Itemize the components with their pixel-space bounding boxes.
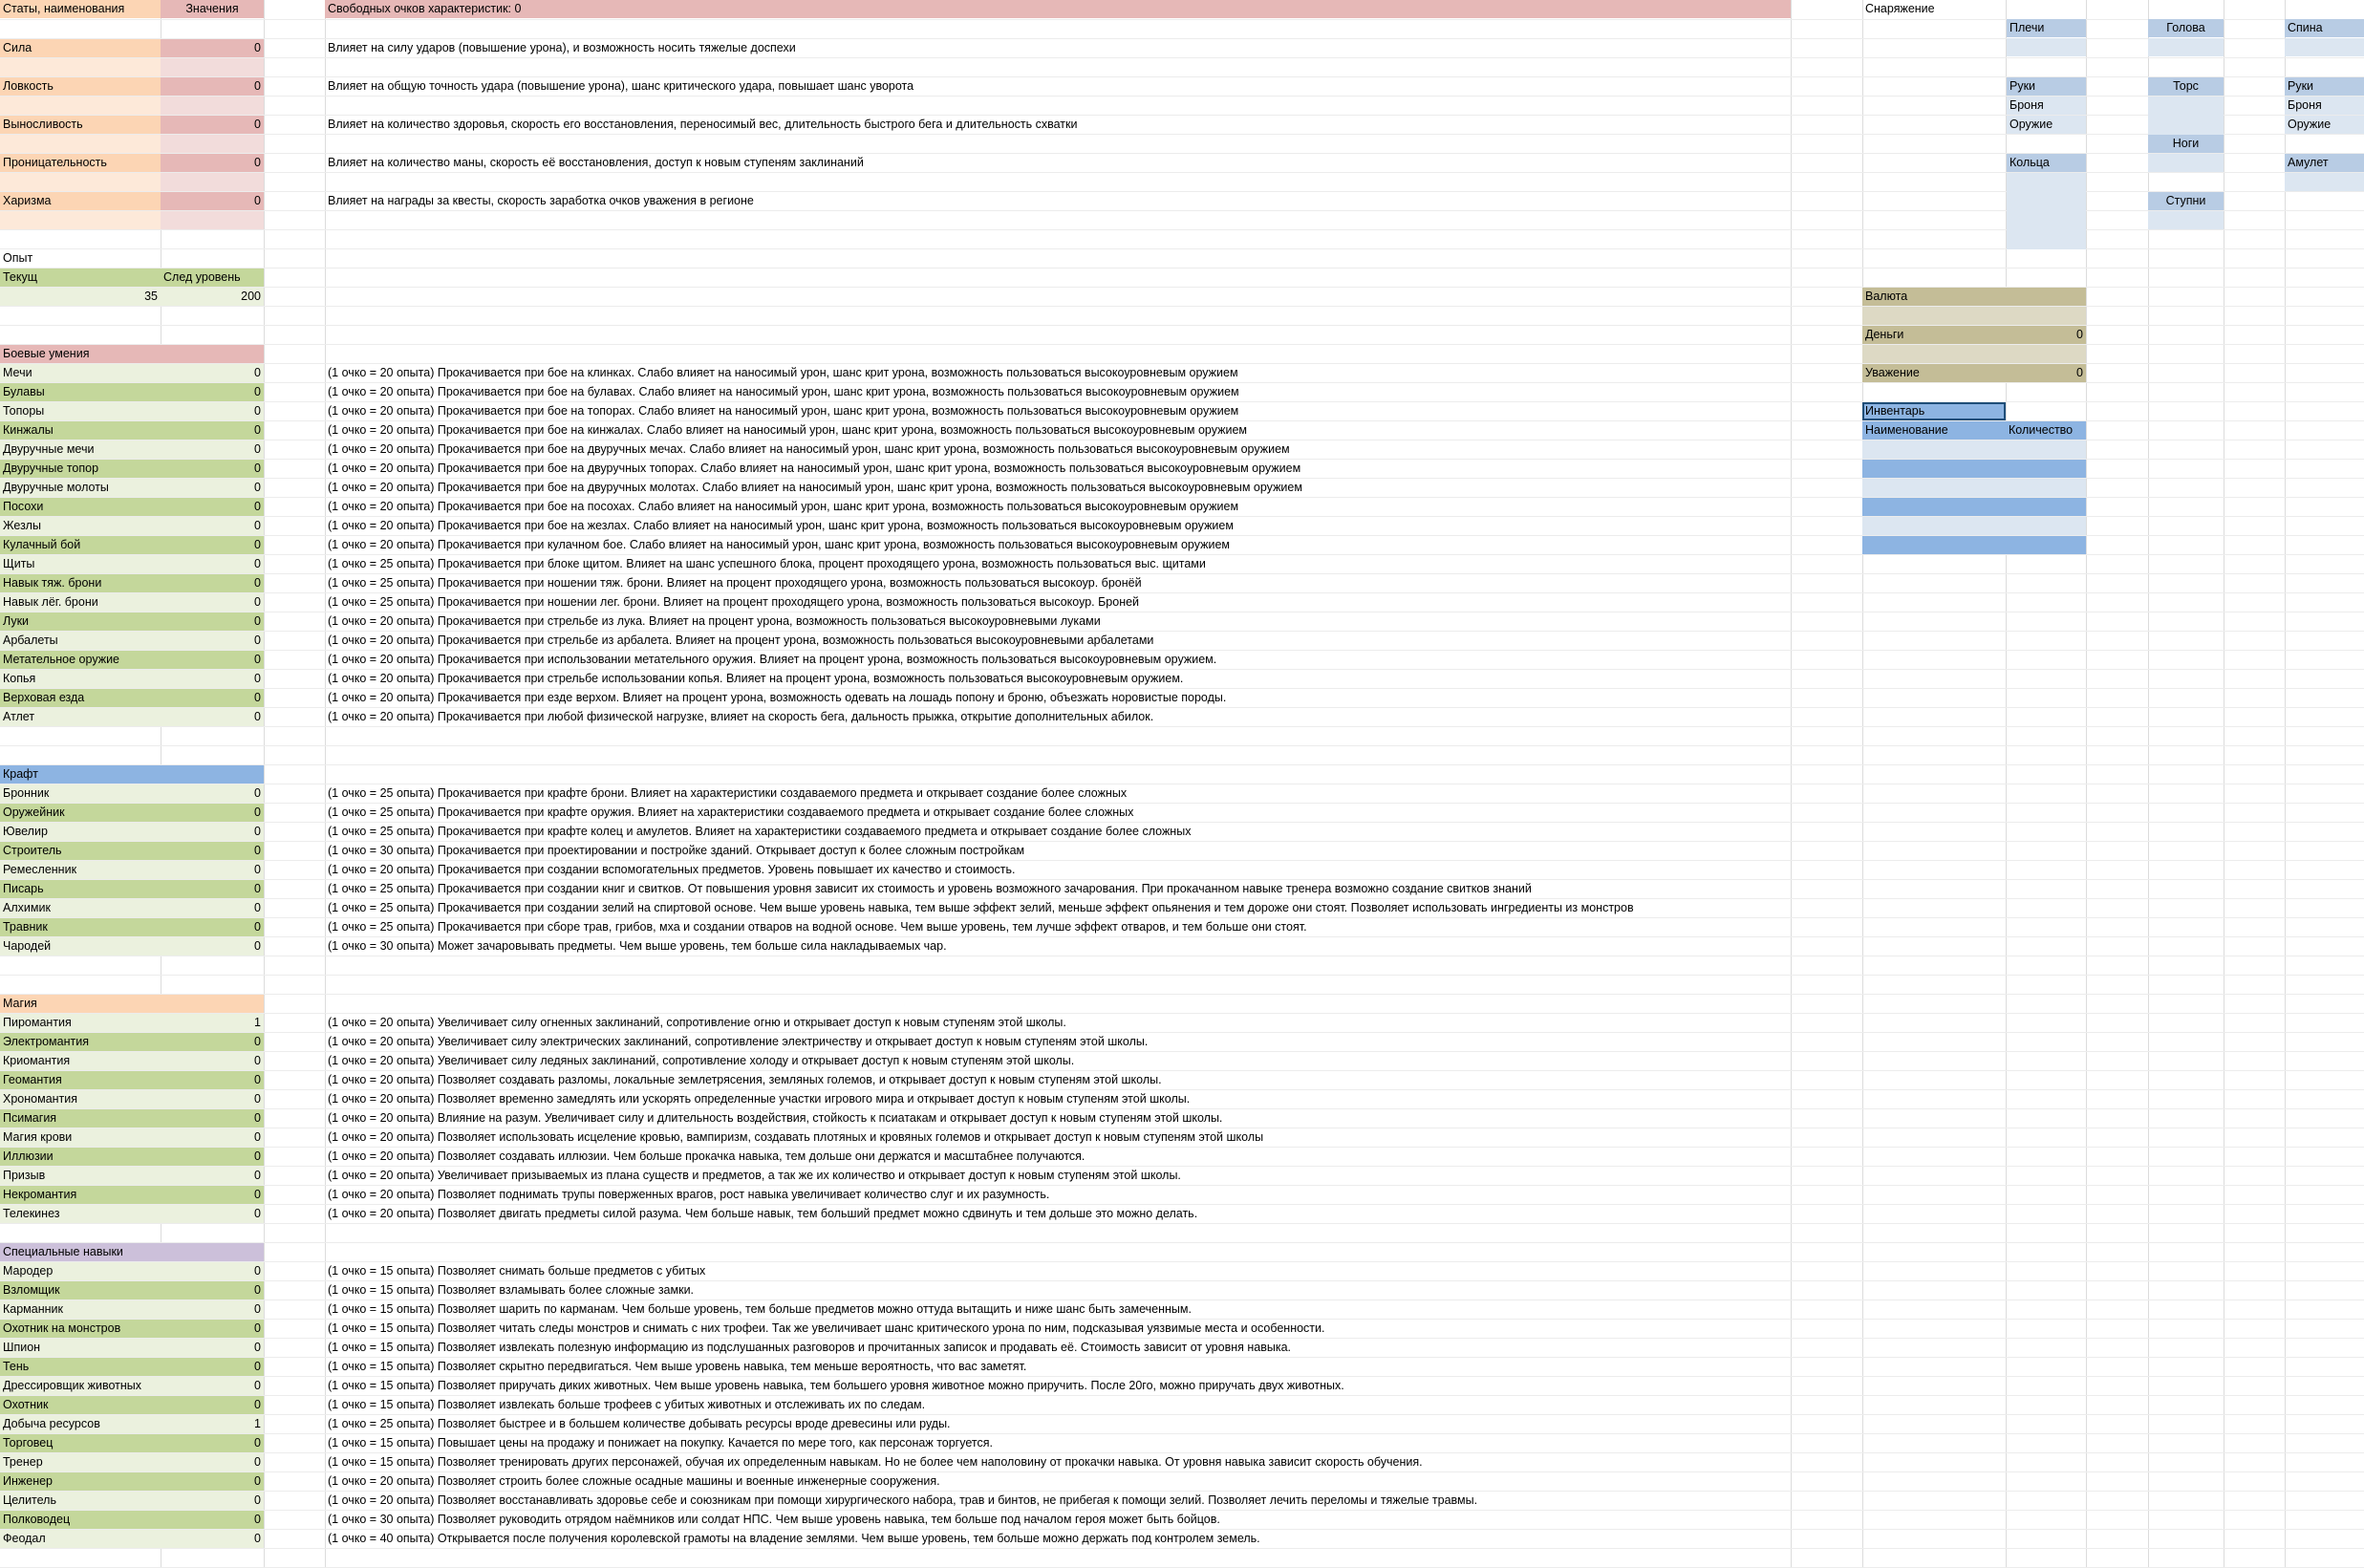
row-gridline	[0, 745, 2364, 746]
combat-skill-name[interactable]: Топоры	[0, 402, 161, 420]
stat-value-cell[interactable]: 0	[161, 154, 264, 172]
combat-skill-name[interactable]: Арбалеты	[0, 632, 161, 650]
combat-skill-description[interactable]: (1 очко = 20 опыта) Прокачивается при бое на посохах. Слабо влияет на наносимый урон, шанс крит урона, возможность пользоваться высокоуровневым оружием	[328, 500, 1239, 513]
combat-skill-value[interactable]: 0	[161, 689, 264, 707]
special-skill-value[interactable]: 0	[161, 1339, 264, 1357]
magic-skill-description[interactable]: (1 очко = 20 опыта) Позволяет временно замедлять или ускорять определенные участки игрового мира и открывает доступ к новым ступеням этой школы.	[328, 1092, 1191, 1106]
combat-skill-description[interactable]: (1 очко = 20 опыта) Прокачивается при бое на двуручных молотах. Слабо влияет на наносимый урон, шанс крит урона, возможность пользоваться высокоуровневым оружием	[328, 481, 1302, 494]
combat-skill-name[interactable]: Навык лёг. брони	[0, 593, 161, 612]
combat-skill-name[interactable]: Двуручные молоты	[0, 479, 161, 497]
magic-skill-description[interactable]: (1 очко = 20 опыта) Позволяет поднимать трупы поверженных врагов, рост навыка увеличивает количество слуг и их разумность.	[328, 1188, 1050, 1201]
experience-next-value[interactable]: 200	[161, 288, 264, 306]
magic-skill-name[interactable]: Некромантия	[0, 1186, 161, 1204]
slot-arms-right[interactable]: Руки	[2285, 77, 2364, 96]
magic-skill-value[interactable]: 0	[161, 1109, 264, 1128]
combat-skill-description[interactable]: (1 очко = 20 опыта) Прокачивается при использовании метательного оружия. Влияет на процент урона, возможность пользоваться высокоуровневым оружием.	[328, 653, 1217, 666]
special-skill-description[interactable]: (1 очко = 15 опыта) Позволяет извлекать полезную информацию из подслушанных разговоров и прочитанных записок и продавать её. Стоимость зависит от уровня навыка.	[328, 1341, 1292, 1354]
combat-skill-value[interactable]: 0	[161, 479, 264, 497]
combat-skill-value[interactable]: 0	[161, 517, 264, 535]
special-skill-description[interactable]: (1 очко = 15 опыта) Повышает цены на продажу и понижает на покупку. Качается по мере того, как персонаж торгуется.	[328, 1436, 993, 1450]
currency-title[interactable]: Валюта	[1862, 288, 2086, 306]
stat-value-cell[interactable]: 0	[161, 116, 264, 134]
craft-skill-value[interactable]: 0	[161, 804, 264, 822]
combat-skill-description[interactable]: (1 очко = 20 опыта) Прокачивается при бое на клинках. Слабо влияет на наносимый урон, шанс крит урона, возможность пользоваться высокоуровневым оружием	[328, 366, 1238, 379]
combat-skill-name[interactable]: Верховая езда	[0, 689, 161, 707]
special-skill-name[interactable]: Дрессировщик животных	[0, 1377, 161, 1395]
inventory-row[interactable]	[1862, 536, 2086, 554]
magic-skill-description[interactable]: (1 очко = 20 опыта) Увеличивает силу электрических заклинаний, сопротивление электричеству и открывает доступ к новым ступеням этой школы.	[328, 1035, 1149, 1048]
slot-back-value[interactable]	[2285, 38, 2364, 56]
stat-spacer-cell[interactable]	[0, 173, 161, 191]
craft-skill-description[interactable]: (1 очко = 25 опыта) Прокачивается при крафте колец и амулетов. Влияет на характеристики создаваемого предмета и открывает создание более сложных	[328, 825, 1192, 838]
special-skill-value[interactable]: 0	[161, 1281, 264, 1300]
combat-skill-value[interactable]: 0	[161, 555, 264, 573]
craft-skill-description[interactable]: (1 очко = 25 опыта) Прокачивается при крафте оружия. Влияет на характеристики создаваемого предмета и открывает создание более сложных	[328, 805, 1134, 819]
inventory-row[interactable]	[1862, 479, 2086, 497]
slot-armor-left[interactable]: Броня	[2007, 97, 2086, 115]
craft-section-title[interactable]: Крафт	[0, 765, 264, 784]
special-skill-name[interactable]: Добыча ресурсов	[0, 1415, 161, 1433]
row-gridline	[0, 764, 2364, 765]
magic-skill-name[interactable]: Хрономантия	[0, 1090, 161, 1108]
craft-skill-name[interactable]: Строитель	[0, 842, 161, 860]
combat-skill-description[interactable]: (1 очко = 20 опыта) Прокачивается при стрельбе из арбалета. Влияет на процент урона, возможность пользоваться высокоуровневыми арбалетами	[328, 634, 1154, 647]
inventory-row[interactable]	[1862, 440, 2086, 459]
magic-skill-name[interactable]: Пиромантия	[0, 1014, 161, 1032]
stat-spacer-cell[interactable]	[0, 135, 161, 153]
special-skill-value[interactable]: 0	[161, 1530, 264, 1548]
special-skill-value[interactable]: 0	[161, 1396, 264, 1414]
inventory-row[interactable]	[1862, 460, 2086, 478]
magic-skill-name[interactable]: Призыв	[0, 1167, 161, 1185]
combat-skill-name[interactable]: Навык тяж. брони	[0, 574, 161, 592]
magic-skill-value[interactable]: 0	[161, 1167, 264, 1185]
currency-blank-row-2[interactable]	[1862, 345, 2086, 363]
row-gridline	[0, 1242, 2364, 1243]
combat-skill-name[interactable]: Булавы	[0, 383, 161, 401]
stat-value-cell[interactable]: 0	[161, 39, 264, 57]
craft-skill-name[interactable]: Чародей	[0, 937, 161, 956]
combat-skill-value[interactable]: 0	[161, 612, 264, 631]
slot-weapon-right[interactable]: Оружие	[2285, 116, 2364, 134]
magic-skill-name[interactable]: Криомантия	[0, 1052, 161, 1070]
currency-blank-row[interactable]	[1862, 307, 2086, 325]
magic-skill-value[interactable]: 0	[161, 1052, 264, 1070]
header-name-cell[interactable]: Статы, наименования	[0, 0, 161, 18]
stat-spacer-cell[interactable]	[0, 58, 161, 76]
magic-skill-description[interactable]: (1 очко = 20 опыта) Увеличивает силу огненных заклинаний, сопротивление огню и открывает доступ к новым ступеням этой школы.	[328, 1016, 1066, 1029]
craft-skill-description[interactable]: (1 очко = 25 опыта) Прокачивается при крафте брони. Влияет на характеристики создаваемого предмета и открывает создание более сложных	[328, 786, 1128, 800]
magic-skill-value[interactable]: 0	[161, 1033, 264, 1051]
special-skill-name[interactable]: Шпион	[0, 1339, 161, 1357]
stat-spacer-cell[interactable]	[161, 58, 264, 76]
combat-skill-description[interactable]: (1 очко = 25 опыта) Прокачивается при блоке щитом. Влияет на шанс успешного блока, процент проходящего урона, возможность пользоваться выс. щитами	[328, 557, 1206, 570]
equipment-title[interactable]: Снаряжение	[1865, 2, 1935, 15]
inventory-col-qty[interactable]: Количество	[2006, 421, 2086, 440]
header-value-cell[interactable]: Значения	[161, 0, 264, 18]
magic-skill-value[interactable]: 0	[161, 1186, 264, 1204]
stat-description-cell[interactable]: Влияет на награды за квесты, скорость заработка очков уважения в регионе	[328, 194, 754, 207]
slot-feet[interactable]: Ступни	[2148, 192, 2224, 210]
special-skill-name[interactable]: Торговец	[0, 1434, 161, 1452]
craft-skill-name[interactable]: Алхимик	[0, 899, 161, 917]
stat-description-cell[interactable]: Влияет на количество здоровья, скорость его восстановления, переносимый вес, длительность быстрого бега и длительность схватки	[328, 118, 1078, 131]
craft-skill-description[interactable]: (1 очко = 30 опыта) Может зачаровывать предметы. Чем выше уровень, тем больше сила накладываемых чар.	[328, 939, 947, 953]
stat-name-cell[interactable]: Проницательность	[0, 154, 161, 172]
craft-skill-value[interactable]: 0	[161, 880, 264, 898]
special-skill-name[interactable]: Карманник	[0, 1300, 161, 1319]
stat-value-cell[interactable]: 0	[161, 77, 264, 96]
slot-legs[interactable]: Ноги	[2148, 135, 2224, 153]
special-skill-description[interactable]: (1 очко = 20 опыта) Позволяет восстанавливать здоровье себе и союзникам при помощи хирургического набора, трав и бинтов, не прибегая к помощи зелий. Позволяет лечить переломы и тяжелые травмы.	[328, 1493, 1478, 1507]
combat-skill-value[interactable]: 0	[161, 460, 264, 478]
special-skill-value[interactable]: 0	[161, 1262, 264, 1280]
combat-skill-description[interactable]: (1 очко = 20 опыта) Прокачивается при кулачном бое. Слабо влияет на наносимый урон, шанс крит урона, возможность пользоваться высокоуровневым оружием	[328, 538, 1231, 551]
craft-skill-value[interactable]: 0	[161, 784, 264, 803]
slot-feet-value[interactable]	[2148, 211, 2224, 229]
row-gridline	[0, 57, 2364, 58]
combat-skill-description[interactable]: (1 очко = 20 опыта) Прокачивается при бое на двуручных мечах. Слабо влияет на наносимый урон, шанс крит урона, возможность пользоваться высокоуровневым оружием	[328, 442, 1290, 456]
craft-skill-name[interactable]: Травник	[0, 918, 161, 936]
combat-skill-name[interactable]: Копья	[0, 670, 161, 688]
stat-spacer-cell[interactable]	[0, 211, 161, 229]
free-points-cell[interactable]: Свободных очков характеристик: 0	[325, 0, 1791, 18]
combat-skill-value[interactable]: 0	[161, 632, 264, 650]
combat-skill-name[interactable]: Двуручные топор	[0, 460, 161, 478]
craft-skill-description[interactable]: (1 очко = 20 опыта) Прокачивается при создании вспомогательных предметов. Уровень повышает их качество и стоимость.	[328, 863, 1016, 876]
combat-skill-name[interactable]: Кулачный бой	[0, 536, 161, 554]
inventory-row[interactable]	[1862, 498, 2086, 516]
magic-skill-name[interactable]: Электромантия	[0, 1033, 161, 1051]
combat-skill-name[interactable]: Мечи	[0, 364, 161, 382]
combat-section-title[interactable]: Боевые умения	[0, 345, 264, 363]
magic-skill-description[interactable]: (1 очко = 20 опыта) Увеличивает силу ледяных заклинаний, сопротивление холоду и открывает доступ к новым ступеням этой школы.	[328, 1054, 1075, 1067]
special-skill-description[interactable]: (1 очко = 15 опыта) Позволяет взламывать более сложные замки.	[328, 1283, 695, 1297]
inventory-title[interactable]: Инвентарь	[1862, 402, 2006, 420]
special-skill-name[interactable]: Тень	[0, 1358, 161, 1376]
craft-skill-value[interactable]: 0	[161, 899, 264, 917]
combat-skill-value[interactable]: 0	[161, 364, 264, 382]
combat-skill-description[interactable]: (1 очко = 20 опыта) Прокачивается при бое на булавах. Слабо влияет на наносимый урон, шанс крит урона, возможность пользоваться высокоуровневым оружием	[328, 385, 1239, 398]
magic-skill-name[interactable]: Телекинез	[0, 1205, 161, 1223]
craft-skill-name[interactable]: Бронник	[0, 784, 161, 803]
magic-skill-value[interactable]: 0	[161, 1205, 264, 1223]
special-skill-value[interactable]: 0	[161, 1511, 264, 1529]
magic-skill-name[interactable]: Геомантия	[0, 1071, 161, 1089]
inventory-row[interactable]	[1862, 517, 2086, 535]
special-skill-description[interactable]: (1 очко = 25 опыта) Позволяет быстрее и в большем количестве добывать ресурсы вроде древесины или руды.	[328, 1417, 951, 1430]
combat-skill-description[interactable]: (1 очко = 20 опыта) Прокачивается при стрельбе использовании копья. Влияет на процент урона, возможность пользоваться высокоуровневым оружием.	[328, 672, 1184, 685]
magic-skill-value[interactable]: 0	[161, 1128, 264, 1147]
stat-name-cell[interactable]: Выносливость	[0, 116, 161, 134]
row-gridline	[0, 975, 2364, 976]
stat-spacer-cell[interactable]	[0, 97, 161, 115]
slot-rings-value[interactable]	[2007, 173, 2086, 249]
combat-skill-value[interactable]: 0	[161, 421, 264, 440]
special-skill-value[interactable]: 0	[161, 1358, 264, 1376]
slot-armor-right[interactable]: Броня	[2285, 97, 2364, 115]
stat-spacer-cell[interactable]	[161, 173, 264, 191]
special-skill-description[interactable]: (1 очко = 15 опыта) Позволяет снимать больше предметов с убитых	[328, 1264, 706, 1278]
special-skill-name[interactable]: Целитель	[0, 1492, 161, 1510]
slot-torso[interactable]: Торс	[2148, 77, 2224, 96]
special-skill-description[interactable]: (1 очко = 15 опыта) Позволяет приручать диких животных. Чем выше уровень навыка, тем большего уровня животное можно приручить. После 20го, можно приручать двух животных.	[328, 1379, 1344, 1392]
combat-skill-description[interactable]: (1 очко = 25 опыта) Прокачивается при ношении лег. брони. Влияет на процент проходящего урона, возможность пользоваться высокоур. Броней	[328, 595, 1140, 609]
row-gridline	[0, 1548, 2364, 1549]
special-skill-value[interactable]: 0	[161, 1472, 264, 1491]
special-skill-value[interactable]: 0	[161, 1453, 264, 1471]
combat-skill-value[interactable]: 0	[161, 440, 264, 459]
stat-name-cell[interactable]: Ловкость	[0, 77, 161, 96]
row-gridline	[0, 134, 2364, 135]
special-skill-description[interactable]: (1 очко = 15 опыта) Позволяет шарить по карманам. Чем больше уровень, тем больше предметов можно оттуда вытащить и ниже шанс быть замеченным.	[328, 1302, 1192, 1316]
combat-skill-name[interactable]: Атлет	[0, 708, 161, 726]
experience-next-label[interactable]: След уровень	[161, 268, 264, 287]
money-value[interactable]: 0	[2006, 326, 2086, 344]
craft-skill-description[interactable]: (1 очко = 25 опыта) Прокачивается при сборе трав, грибов, мха и создании отваров на водной основе. Чем выше уровень, тем лучше эффект отваров, и тем больше они стоят.	[328, 920, 1307, 934]
craft-skill-value[interactable]: 0	[161, 823, 264, 841]
craft-skill-name[interactable]: Писарь	[0, 880, 161, 898]
craft-skill-name[interactable]: Ремесленник	[0, 861, 161, 879]
stat-description-cell[interactable]: Влияет на силу ударов (повышение урона), и возможность носить тяжелые доспехи	[328, 41, 796, 54]
combat-skill-value[interactable]: 0	[161, 536, 264, 554]
magic-skill-name[interactable]: Магия крови	[0, 1128, 161, 1147]
combat-skill-name[interactable]: Кинжалы	[0, 421, 161, 440]
combat-skill-value[interactable]: 0	[161, 574, 264, 592]
craft-skill-value[interactable]: 0	[161, 918, 264, 936]
combat-skill-description[interactable]: (1 очко = 20 опыта) Прокачивается при стрельбе из лука. Влияет на процент урона, возможность пользоваться высокоуровневыми луками	[328, 614, 1101, 628]
magic-section-title[interactable]: Магия	[0, 995, 264, 1013]
stat-description-cell[interactable]: Влияет на общую точность удара (повышение урона), шанс критического удара, повышает шанс уворота	[328, 79, 914, 93]
combat-skill-name[interactable]: Жезлы	[0, 517, 161, 535]
magic-skill-description[interactable]: (1 очко = 20 опыта) Позволяет двигать предметы силой разума. Чем больше навык, тем больший предмет можно сдвинуть и тем дольше это можно делать.	[328, 1207, 1198, 1220]
combat-skill-description[interactable]: (1 очко = 20 опыта) Прокачивается при езде верхом. Влияет на процент урона, возможность одевать на лошадь попону и броню, объезжать норовистые породы.	[328, 691, 1227, 704]
magic-skill-description[interactable]: (1 очко = 20 опыта) Позволяет создавать разломы, локальные землетрясения, земляных големов, и открывает доступ к новым ступеням этой школы.	[328, 1073, 1162, 1086]
experience-title[interactable]: Опыт	[3, 251, 33, 265]
special-skill-description[interactable]: (1 очко = 20 опыта) Позволяет строить более сложные осадные машины и военные инженерные сооружения.	[328, 1474, 940, 1488]
combat-skill-description[interactable]: (1 очко = 20 опыта) Прокачивается при бое на двуручных топорах. Слабо влияет на наносимый урон, шанс крит урона, возможность пользоваться высокоуровневым оружием	[328, 462, 1301, 475]
craft-skill-name[interactable]: Оружейник	[0, 804, 161, 822]
craft-skill-description[interactable]: (1 очко = 25 опыта) Прокачивается при создании зелий на спиртовой основе. Чем выше уровень навыка, тем выше эффект зелий, меньше эффект опьянения и тем дороже они стоят. Позволяет использовать ингредиенты из монстров	[328, 901, 1634, 914]
special-skill-name[interactable]: Мародер	[0, 1262, 161, 1280]
magic-skill-description[interactable]: (1 очко = 20 опыта) Позволяет создавать иллюзии. Чем больше прокачка навыка, тем дольше они держатся и масштабнее получаются.	[328, 1149, 1085, 1163]
combat-skill-description[interactable]: (1 очко = 20 опыта) Прокачивается при любой физической нагрузке, влияет на скорость бега, дальность прыжка, открытие дополнительных абилок.	[328, 710, 1154, 723]
special-skill-description[interactable]: (1 очко = 40 опыта) Открывается после получения королевской грамоты на владение землями. Чем выше уровень, тем больше можно держать под контролем земель.	[328, 1532, 1260, 1545]
slot-shoulders[interactable]: Плечи	[2007, 19, 2086, 37]
magic-skill-description[interactable]: (1 очко = 20 опыта) Увеличивает призываемых из плана существ и предметов, а так же их количество и открывает доступ к новым ступеням этой школы.	[328, 1169, 1181, 1182]
special-skill-name[interactable]: Полководец	[0, 1511, 161, 1529]
stat-name-cell[interactable]: Сила	[0, 39, 161, 57]
special-section-title[interactable]: Специальные навыки	[0, 1243, 264, 1261]
stat-name-cell[interactable]: Харизма	[0, 192, 161, 210]
craft-skill-description[interactable]: (1 очко = 30 опыта) Прокачивается при проектировании и постройке зданий. Открывает доступ к более сложным постройкам	[328, 844, 1025, 857]
special-skill-value[interactable]: 0	[161, 1434, 264, 1452]
special-skill-description[interactable]: (1 очко = 15 опыта) Позволяет тренировать других персонажей, обучая их определенным навыкам. Но не более чем наполовину от прокачки навыка. От уровня навыка зависит скорость обучения.	[328, 1455, 1423, 1469]
special-skill-name[interactable]: Взломщик	[0, 1281, 161, 1300]
combat-skill-value[interactable]: 0	[161, 383, 264, 401]
special-skill-description[interactable]: (1 очко = 15 опыта) Позволяет скрытно передвигаться. Чем выше уровень навыка, тем меньше вероятность, что вас заметят.	[328, 1360, 1027, 1373]
combat-skill-value[interactable]: 0	[161, 708, 264, 726]
stat-description-cell[interactable]: Влияет на количество маны, скорость её восстановления, доступ к новым ступеням заклинаний	[328, 156, 864, 169]
slot-back[interactable]: Спина	[2285, 19, 2364, 37]
craft-skill-value[interactable]: 0	[161, 842, 264, 860]
special-skill-name[interactable]: Инженер	[0, 1472, 161, 1491]
experience-current-label[interactable]: Текущ	[0, 268, 161, 287]
stat-spacer-cell[interactable]	[161, 97, 264, 115]
combat-skill-description[interactable]: (1 очко = 20 опыта) Прокачивается при бое на кинжалах. Слабо влияет на наносимый урон, шанс крит урона, возможность пользоваться высокоуровневым оружием	[328, 423, 1247, 437]
combat-skill-description[interactable]: (1 очко = 20 опыта) Прокачивается при бое на жезлах. Слабо влияет на наносимый урон, шанс крит урона, возможность пользоваться высокоуровневым оружием	[328, 519, 1234, 532]
stat-spacer-cell[interactable]	[161, 211, 264, 229]
slot-torso-value[interactable]	[2148, 97, 2224, 135]
special-skill-value[interactable]: 0	[161, 1300, 264, 1319]
experience-current-value[interactable]: 35	[0, 288, 161, 306]
combat-skill-value[interactable]: 0	[161, 402, 264, 420]
combat-skill-name[interactable]: Щиты	[0, 555, 161, 573]
special-skill-description[interactable]: (1 очко = 30 опыта) Позволяет руководить отрядом наёмников или солдат НПС. Чем выше уровень навыка, тем больше под началом героя может быть бойцов.	[328, 1513, 1220, 1526]
slot-legs-value[interactable]	[2148, 154, 2224, 172]
craft-skill-description[interactable]: (1 очко = 25 опыта) Прокачивается при создании книг и свитков. От повышения уровня зависит их стоимость и уровень возможного зачарования. При прокачанном навыке тренера возможно создание свитков знаний	[328, 882, 1532, 895]
slot-amulet[interactable]: Амулет	[2285, 154, 2364, 172]
respect-label[interactable]: Уважение	[1862, 364, 2006, 382]
special-skill-value[interactable]: 0	[161, 1377, 264, 1395]
combat-skill-value[interactable]: 0	[161, 593, 264, 612]
special-skill-name[interactable]: Феодал	[0, 1530, 161, 1548]
special-skill-name[interactable]: Охотник	[0, 1396, 161, 1414]
inventory-col-name[interactable]: Наименование	[1862, 421, 2006, 440]
slot-arms-left[interactable]: Руки	[2007, 77, 2086, 96]
craft-skill-value[interactable]: 0	[161, 937, 264, 956]
slot-rings[interactable]: Кольца	[2007, 154, 2086, 172]
combat-skill-value[interactable]: 0	[161, 498, 264, 516]
special-skill-description[interactable]: (1 очко = 15 опыта) Позволяет извлекать больше трофеев с убитых животных и отслеживать их по следам.	[328, 1398, 926, 1411]
magic-skill-value[interactable]: 0	[161, 1148, 264, 1166]
special-skill-name[interactable]: Охотник на монстров	[0, 1320, 161, 1338]
magic-skill-value[interactable]: 0	[161, 1090, 264, 1108]
stat-spacer-cell[interactable]	[161, 135, 264, 153]
combat-skill-name[interactable]: Метательное оружие	[0, 651, 161, 669]
special-skill-value[interactable]: 0	[161, 1492, 264, 1510]
slot-head-value[interactable]	[2148, 38, 2224, 56]
stat-value-cell[interactable]: 0	[161, 192, 264, 210]
combat-skill-value[interactable]: 0	[161, 670, 264, 688]
magic-skill-description[interactable]: (1 очко = 20 опыта) Позволяет использовать исцеление кровью, вампиризм, создавать плотяных и кровяных големов и открывает доступ к новым ступеням этой школы	[328, 1130, 1264, 1144]
special-skill-value[interactable]: 0	[161, 1320, 264, 1338]
special-skill-value[interactable]: 1	[161, 1415, 264, 1433]
row-gridline	[0, 726, 2364, 727]
combat-skill-name[interactable]: Луки	[0, 612, 161, 631]
magic-skill-name[interactable]: Псимагия	[0, 1109, 161, 1128]
slot-head[interactable]: Голова	[2148, 19, 2224, 37]
craft-skill-name[interactable]: Ювелир	[0, 823, 161, 841]
combat-skill-name[interactable]: Посохи	[0, 498, 161, 516]
respect-value[interactable]: 0	[2006, 364, 2086, 382]
slot-weapon-left[interactable]: Оружие	[2007, 116, 2086, 134]
row-gridline	[0, 1223, 2364, 1224]
combat-skill-description[interactable]: (1 очко = 25 опыта) Прокачивается при ношении тяж. брони. Влияет на процент проходящего урона, возможность пользоваться высокоур. бронёй	[328, 576, 1142, 590]
magic-skill-description[interactable]: (1 очко = 20 опыта) Влияние на разум. Увеличивает силу и длительность воздействия, стойкость к псиатакам и открывает доступ к новым ступеням этой школы.	[328, 1111, 1223, 1125]
slot-amulet-value[interactable]	[2285, 173, 2364, 191]
magic-skill-value[interactable]: 0	[161, 1071, 264, 1089]
craft-skill-value[interactable]: 0	[161, 861, 264, 879]
money-label[interactable]: Деньги	[1862, 326, 2006, 344]
row-gridline	[0, 994, 2364, 995]
slot-shoulders-value[interactable]	[2007, 38, 2086, 56]
magic-skill-name[interactable]: Иллюзии	[0, 1148, 161, 1166]
combat-skill-value[interactable]: 0	[161, 651, 264, 669]
combat-skill-description[interactable]: (1 очко = 20 опыта) Прокачивается при бое на топорах. Слабо влияет на наносимый урон, шанс крит урона, возможность пользоваться высокоуровневым оружием	[328, 404, 1239, 418]
combat-skill-name[interactable]: Двуручные мечи	[0, 440, 161, 459]
special-skill-description[interactable]: (1 очко = 15 опыта) Позволяет читать следы монстров и снимать с них трофеи. Так же увеличивает шанс критического урона по ним, подсказывая уязвимые места и особенности.	[328, 1321, 1325, 1335]
magic-skill-value[interactable]: 1	[161, 1014, 264, 1032]
special-skill-name[interactable]: Тренер	[0, 1453, 161, 1471]
